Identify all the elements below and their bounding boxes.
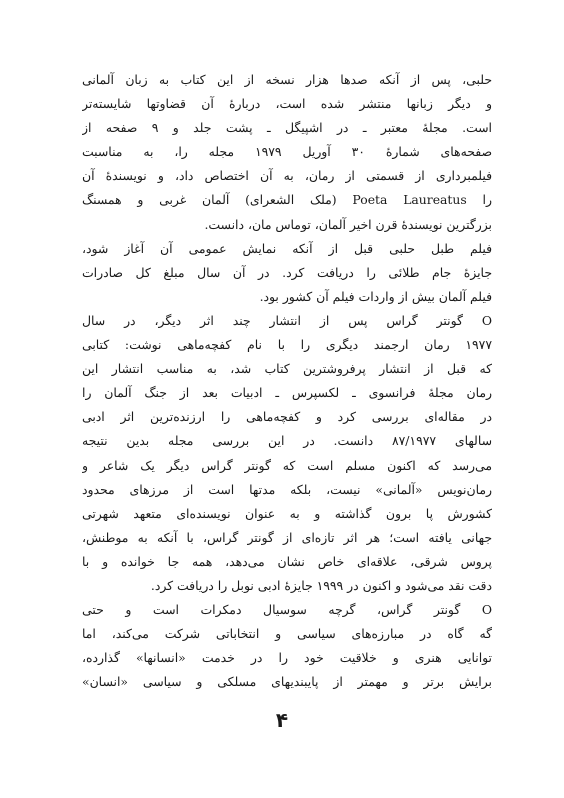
page-number: ۴ [275,708,289,732]
text-line: رمان‌نویس «آلمانی» نیست، بلکه مدتها است از مرزهای محدود [82,481,492,497]
text-line: سالهای ۸۷/۱۹۷۷ دانست. در این بررسی مجله بدین نتیجه [82,433,492,449]
text-line: گه گاه در مبارزه‌های سیاسی و انتخاباتی شرکت می‌کند، اما [82,626,492,642]
text-line: بزرگترین نویسندهٔ قرن اخیر آلمان، توماس مان، دانست. [204,216,492,232]
text-line: فیلمبرداری از قسمتی از رمان، به آن اختصاص داد، و نویسندهٔ آن [82,168,492,184]
text-line: فیلم طبل حلبی قبل از آنکه نمایش عمومی آن آغاز شود، [82,240,492,256]
text-line: کشورش پا برون گذاشته و به عنوان نویسنده‌ای متعهد شهرتی [82,505,492,521]
page-text [82,68,492,694]
text-line: O گونتر گراس پس از انتشار چند اثر دیگر، در سال [82,312,492,328]
text-line: جهانی یافته است؛ هر اثر تازه‌ای از گونتر گراس، با آنکه به موطنش، [82,529,492,545]
text-line: صفحه‌های شمارهٔ ۳۰ آوریل ۱۹۷۹ مجله را، به مناسبت [82,144,492,160]
text-line: ۱۹۷۷ رمان ارجمند دیگری را با نام کفچه‌ماهی نوشت: کتابی [82,337,492,353]
text-line: فیلم آلمان بیش از واردات فیلم آن کشور بود. [259,288,492,304]
text-line: دقت نقد می‌شود و اکنون در ۱۹۹۹ جایزهٔ ادبی نوبل را دریافت کرد. [150,577,492,593]
text-line: است. مجلهٔ معتبر ـ در اشپیگل ـ پشت جلد و ۹ صفحه از [82,120,492,136]
text-line: در مقاله‌ای بررسی کرد و کفچه‌ماهی را ارزنده‌ترین اثر ادبی [82,409,492,425]
text-line: O گونتر گراس، گرچه سوسیال دمکرات است و حتی [82,602,492,618]
text-line: پروس شرقی، علاقه‌ای خاص نشان می‌دهد، همه جا خوانده و با [82,553,492,569]
text-line: توانایی هنری و خلاقیت خود را در خدمت «انسانها» گذارده، [82,650,492,666]
text-line: را Poeta Laureatus (ملک الشعرای) آلمان غربی و همسنگ [82,192,492,208]
text-line: می‌رسد که اکنون مسلم است که گونتر گراس دیگر یک شاعر و [82,457,492,473]
text-line: و دیگر زبانها منتشر شده است، دربارهٔ آن قضاوتها شایسته‌تر [82,96,492,112]
text-line: رمان مجلهٔ فرانسوی ـ لکسپرس ـ ادبیات بعد از جنگ آلمان را [82,385,492,401]
text-line: حلبی، پس از آنکه صدها هزار نسخه از این کتاب به زبان آلمانی [82,72,492,87]
text-line: که قبل از انتشار پرفروشترین کتاب شد، به مناسب انتشار این [82,361,492,377]
text-line: جایزهٔ جام طلائی را دریافت کرد. در آن سال مبلغ کل صادرات [82,264,492,280]
text-line: برایش برتر و مهمتر از پایبندیهای مسلکی و سیاسی «انسان» [82,674,492,690]
